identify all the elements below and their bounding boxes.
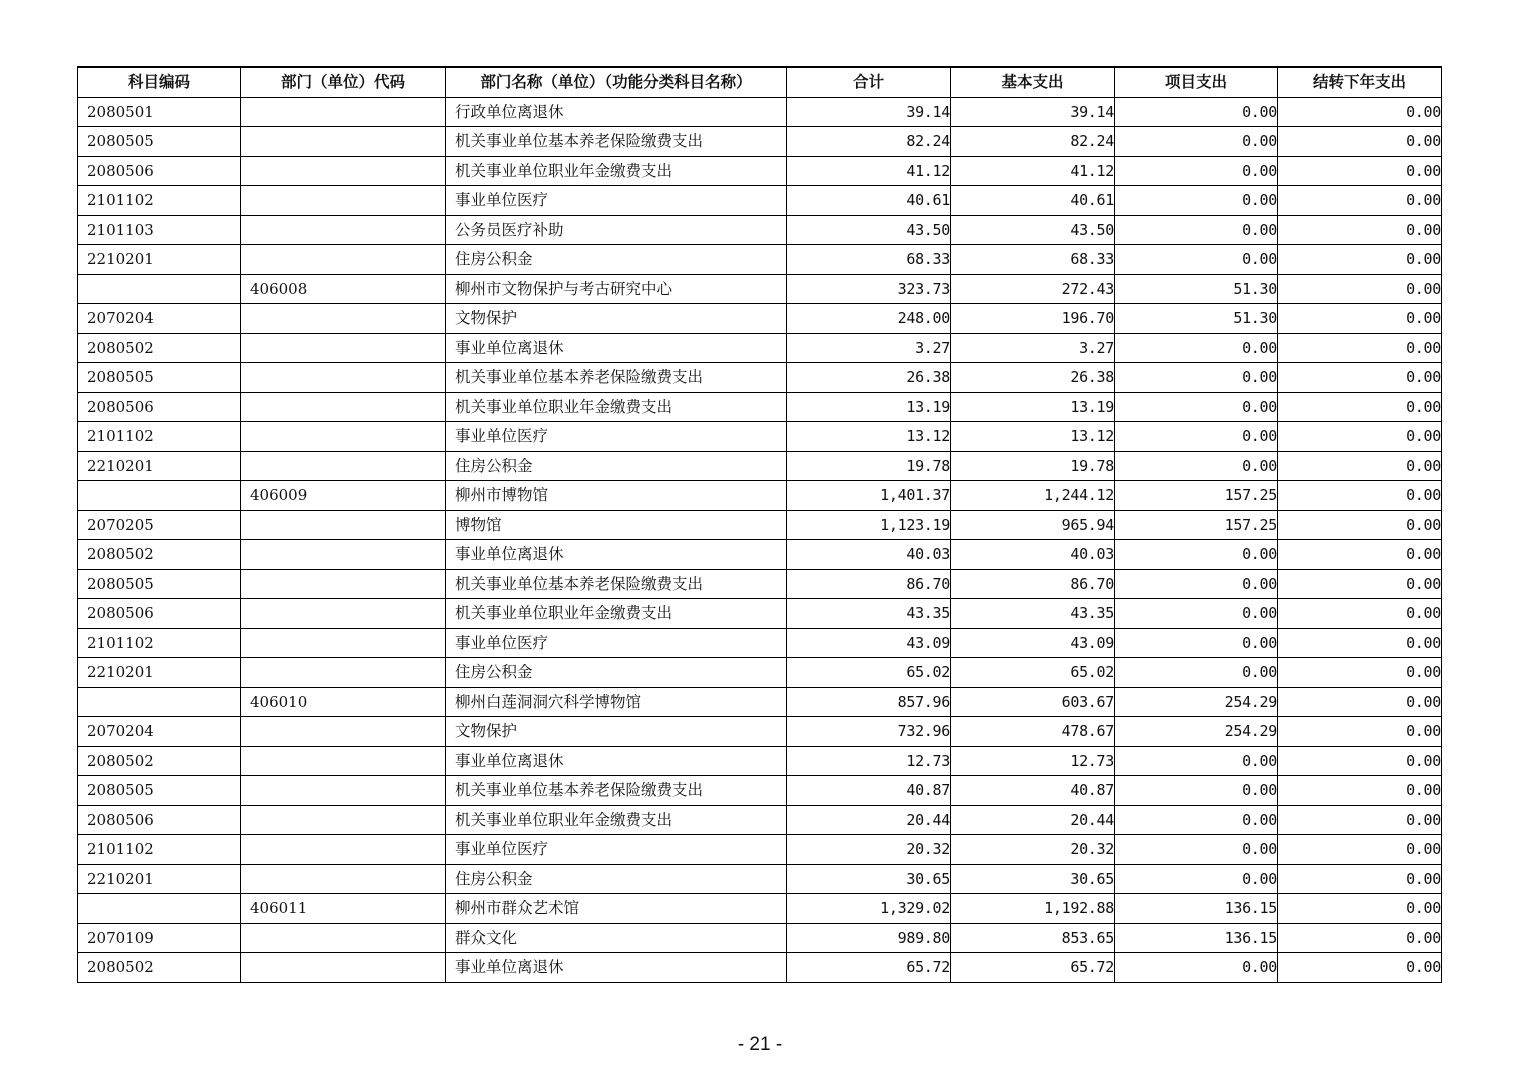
- cell-basic-expense: 13.12: [951, 422, 1115, 452]
- cell-basic-expense: 65.72: [951, 953, 1115, 983]
- table-row: [78, 97, 1442, 127]
- cell-project-expense: 0.00: [1115, 186, 1278, 216]
- cell-carryover-expense: 0.00: [1278, 304, 1442, 334]
- header-project-expense: 项目支出: [1115, 67, 1278, 97]
- table-row: [78, 717, 1442, 747]
- cell-dept-name: 柳州市博物馆: [446, 481, 787, 511]
- cell-subject-code: 2210201: [78, 245, 241, 275]
- cell-carryover-expense: 0.00: [1278, 894, 1442, 924]
- cell-basic-expense: 65.02: [951, 658, 1115, 688]
- page-number: - 21 -: [737, 1034, 783, 1055]
- cell-basic-expense: 40.61: [951, 186, 1115, 216]
- cell-dept-code: [241, 628, 446, 658]
- cell-project-expense: 254.29: [1115, 717, 1278, 747]
- cell-total: 20.32: [787, 835, 951, 865]
- cell-subject-code: 2080506: [78, 805, 241, 835]
- cell-carryover-expense: 0.00: [1278, 540, 1442, 570]
- cell-total: 86.70: [787, 569, 951, 599]
- cell-carryover-expense: 0.00: [1278, 864, 1442, 894]
- cell-dept-name: 事业单位离退休: [446, 333, 787, 363]
- cell-total: 248.00: [787, 304, 951, 334]
- cell-total: 732.96: [787, 717, 951, 747]
- cell-dept-name: 事业单位医疗: [446, 186, 787, 216]
- table-row: [78, 953, 1442, 983]
- cell-project-expense: 0.00: [1115, 97, 1278, 127]
- table-row: [78, 599, 1442, 629]
- cell-dept-name: 行政单位离退休: [446, 97, 787, 127]
- cell-dept-name: 公务员医疗补助: [446, 215, 787, 245]
- cell-dept-code: [241, 599, 446, 629]
- cell-subject-code: 2101103: [78, 215, 241, 245]
- header-basic-expense: 基本支出: [951, 67, 1115, 97]
- cell-total: 39.14: [787, 97, 951, 127]
- cell-total: 20.44: [787, 805, 951, 835]
- cell-carryover-expense: 0.00: [1278, 687, 1442, 717]
- cell-basic-expense: 41.12: [951, 156, 1115, 186]
- cell-basic-expense: 853.65: [951, 923, 1115, 953]
- cell-project-expense: 0.00: [1115, 658, 1278, 688]
- budget-table: [77, 66, 1442, 983]
- cell-basic-expense: 39.14: [951, 97, 1115, 127]
- cell-project-expense: 136.15: [1115, 923, 1278, 953]
- cell-dept-code: [241, 805, 446, 835]
- cell-project-expense: 0.00: [1115, 422, 1278, 452]
- table-body: [78, 97, 1442, 982]
- header-carryover-expense: 结转下年支出: [1278, 67, 1442, 97]
- cell-dept-code: [241, 776, 446, 806]
- cell-subject-code: 2080502: [78, 333, 241, 363]
- cell-dept-name: 事业单位医疗: [446, 422, 787, 452]
- cell-dept-code: [241, 363, 446, 393]
- cell-subject-code: 2101102: [78, 835, 241, 865]
- cell-dept-name: 博物馆: [446, 510, 787, 540]
- cell-carryover-expense: 0.00: [1278, 628, 1442, 658]
- cell-project-expense: 157.25: [1115, 481, 1278, 511]
- cell-carryover-expense: 0.00: [1278, 481, 1442, 511]
- table-row: [78, 658, 1442, 688]
- cell-basic-expense: 30.65: [951, 864, 1115, 894]
- cell-project-expense: 0.00: [1115, 245, 1278, 275]
- cell-total: 19.78: [787, 451, 951, 481]
- cell-carryover-expense: 0.00: [1278, 717, 1442, 747]
- cell-basic-expense: 43.09: [951, 628, 1115, 658]
- cell-subject-code: 2210201: [78, 451, 241, 481]
- cell-carryover-expense: 0.00: [1278, 658, 1442, 688]
- cell-dept-code: [241, 658, 446, 688]
- header-subject-code: 科目编码: [78, 67, 241, 97]
- cell-project-expense: 0.00: [1115, 835, 1278, 865]
- cell-carryover-expense: 0.00: [1278, 186, 1442, 216]
- table-row: [78, 186, 1442, 216]
- table-row: [78, 746, 1442, 776]
- cell-project-expense: 157.25: [1115, 510, 1278, 540]
- cell-dept-code: 406010: [241, 687, 446, 717]
- cell-total: 41.12: [787, 156, 951, 186]
- table-header-row: [78, 67, 1442, 97]
- cell-subject-code: 2080506: [78, 392, 241, 422]
- cell-carryover-expense: 0.00: [1278, 805, 1442, 835]
- cell-subject-code: 2101102: [78, 628, 241, 658]
- cell-carryover-expense: 0.00: [1278, 776, 1442, 806]
- cell-subject-code: 2080505: [78, 127, 241, 157]
- cell-subject-code: 2080502: [78, 953, 241, 983]
- cell-project-expense: 136.15: [1115, 894, 1278, 924]
- cell-basic-expense: 272.43: [951, 274, 1115, 304]
- cell-carryover-expense: 0.00: [1278, 569, 1442, 599]
- cell-basic-expense: 40.03: [951, 540, 1115, 570]
- cell-basic-expense: 40.87: [951, 776, 1115, 806]
- cell-project-expense: 0.00: [1115, 805, 1278, 835]
- cell-basic-expense: 1,244.12: [951, 481, 1115, 511]
- cell-project-expense: 0.00: [1115, 746, 1278, 776]
- cell-dept-code: 406009: [241, 481, 446, 511]
- cell-dept-name: 事业单位离退休: [446, 540, 787, 570]
- cell-dept-code: [241, 97, 446, 127]
- cell-carryover-expense: 0.00: [1278, 835, 1442, 865]
- cell-dept-name: 柳州市文物保护与考古研究中心: [446, 274, 787, 304]
- cell-dept-code: [241, 953, 446, 983]
- cell-project-expense: 0.00: [1115, 864, 1278, 894]
- cell-dept-name: 文物保护: [446, 304, 787, 334]
- table-row: [78, 805, 1442, 835]
- cell-carryover-expense: 0.00: [1278, 451, 1442, 481]
- cell-project-expense: 51.30: [1115, 274, 1278, 304]
- cell-dept-name: 机关事业单位职业年金缴费支出: [446, 599, 787, 629]
- cell-carryover-expense: 0.00: [1278, 127, 1442, 157]
- cell-total: 12.73: [787, 746, 951, 776]
- cell-dept-name: 事业单位离退休: [446, 746, 787, 776]
- cell-carryover-expense: 0.00: [1278, 510, 1442, 540]
- cell-project-expense: 0.00: [1115, 599, 1278, 629]
- table-row: [78, 864, 1442, 894]
- cell-dept-name: 群众文化: [446, 923, 787, 953]
- cell-basic-expense: 26.38: [951, 363, 1115, 393]
- cell-basic-expense: 196.70: [951, 304, 1115, 334]
- cell-total: 3.27: [787, 333, 951, 363]
- cell-basic-expense: 20.32: [951, 835, 1115, 865]
- table-row: [78, 333, 1442, 363]
- cell-total: 65.02: [787, 658, 951, 688]
- cell-dept-name: 住房公积金: [446, 658, 787, 688]
- cell-subject-code: 2070204: [78, 717, 241, 747]
- cell-dept-code: 406008: [241, 274, 446, 304]
- cell-project-expense: 0.00: [1115, 953, 1278, 983]
- cell-project-expense: 0.00: [1115, 127, 1278, 157]
- cell-project-expense: 0.00: [1115, 776, 1278, 806]
- cell-subject-code: 2080505: [78, 363, 241, 393]
- cell-total: 1,401.37: [787, 481, 951, 511]
- cell-total: 989.80: [787, 923, 951, 953]
- cell-dept-name: 机关事业单位基本养老保险缴费支出: [446, 569, 787, 599]
- cell-dept-code: 406011: [241, 894, 446, 924]
- cell-dept-name: 机关事业单位基本养老保险缴费支出: [446, 127, 787, 157]
- cell-subject-code: 2080501: [78, 97, 241, 127]
- cell-dept-name: 住房公积金: [446, 864, 787, 894]
- cell-total: 1,123.19: [787, 510, 951, 540]
- table-row: [78, 451, 1442, 481]
- cell-basic-expense: 82.24: [951, 127, 1115, 157]
- cell-dept-name: 住房公积金: [446, 451, 787, 481]
- cell-dept-code: [241, 215, 446, 245]
- cell-dept-code: [241, 746, 446, 776]
- table-row: [78, 245, 1442, 275]
- cell-dept-name: 事业单位医疗: [446, 628, 787, 658]
- table-row: [78, 363, 1442, 393]
- cell-total: 323.73: [787, 274, 951, 304]
- cell-carryover-expense: 0.00: [1278, 953, 1442, 983]
- cell-total: 65.72: [787, 953, 951, 983]
- cell-dept-name: 机关事业单位职业年金缴费支出: [446, 156, 787, 186]
- cell-dept-name: 机关事业单位职业年金缴费支出: [446, 805, 787, 835]
- cell-carryover-expense: 0.00: [1278, 746, 1442, 776]
- cell-subject-code: 2080502: [78, 746, 241, 776]
- cell-project-expense: 0.00: [1115, 628, 1278, 658]
- cell-subject-code: 2080502: [78, 540, 241, 570]
- cell-dept-code: [241, 127, 446, 157]
- cell-dept-code: [241, 540, 446, 570]
- cell-total: 43.09: [787, 628, 951, 658]
- cell-basic-expense: 43.35: [951, 599, 1115, 629]
- cell-subject-code: 2070205: [78, 510, 241, 540]
- cell-project-expense: 0.00: [1115, 540, 1278, 570]
- header-dept-name: 部门名称（单位）（功能分类科目名称）: [446, 67, 787, 97]
- cell-subject-code: 2080505: [78, 776, 241, 806]
- table-row: [78, 835, 1442, 865]
- table-row: [78, 776, 1442, 806]
- cell-carryover-expense: 0.00: [1278, 245, 1442, 275]
- cell-total: 40.61: [787, 186, 951, 216]
- table-row: [78, 215, 1442, 245]
- cell-basic-expense: 603.67: [951, 687, 1115, 717]
- cell-dept-name: 柳州市群众艺术馆: [446, 894, 787, 924]
- header-total: 合计: [787, 67, 951, 97]
- cell-carryover-expense: 0.00: [1278, 392, 1442, 422]
- cell-carryover-expense: 0.00: [1278, 923, 1442, 953]
- cell-dept-code: [241, 422, 446, 452]
- cell-project-expense: 0.00: [1115, 333, 1278, 363]
- cell-dept-name: 事业单位医疗: [446, 835, 787, 865]
- cell-dept-name: 文物保护: [446, 717, 787, 747]
- cell-basic-expense: 12.73: [951, 746, 1115, 776]
- cell-dept-name: 柳州白莲洞洞穴科学博物馆: [446, 687, 787, 717]
- cell-subject-code: 2101102: [78, 186, 241, 216]
- cell-project-expense: 0.00: [1115, 569, 1278, 599]
- cell-subject-code: [78, 687, 241, 717]
- cell-dept-code: [241, 156, 446, 186]
- cell-project-expense: 0.00: [1115, 363, 1278, 393]
- cell-carryover-expense: 0.00: [1278, 215, 1442, 245]
- cell-basic-expense: 43.50: [951, 215, 1115, 245]
- cell-subject-code: 2210201: [78, 658, 241, 688]
- cell-carryover-expense: 0.00: [1278, 333, 1442, 363]
- cell-project-expense: 0.00: [1115, 451, 1278, 481]
- cell-carryover-expense: 0.00: [1278, 156, 1442, 186]
- table-row: [78, 156, 1442, 186]
- cell-carryover-expense: 0.00: [1278, 274, 1442, 304]
- cell-basic-expense: 68.33: [951, 245, 1115, 275]
- cell-dept-name: 机关事业单位基本养老保险缴费支出: [446, 363, 787, 393]
- cell-total: 68.33: [787, 245, 951, 275]
- cell-subject-code: 2080505: [78, 569, 241, 599]
- cell-dept-code: [241, 392, 446, 422]
- cell-subject-code: [78, 894, 241, 924]
- cell-basic-expense: 3.27: [951, 333, 1115, 363]
- cell-project-expense: 51.30: [1115, 304, 1278, 334]
- cell-carryover-expense: 0.00: [1278, 422, 1442, 452]
- cell-project-expense: 0.00: [1115, 156, 1278, 186]
- table-row: [78, 481, 1442, 511]
- cell-basic-expense: 86.70: [951, 569, 1115, 599]
- cell-total: 1,329.02: [787, 894, 951, 924]
- table-row: [78, 628, 1442, 658]
- cell-project-expense: 0.00: [1115, 215, 1278, 245]
- cell-total: 26.38: [787, 363, 951, 393]
- table-row: [78, 304, 1442, 334]
- cell-total: 13.12: [787, 422, 951, 452]
- cell-basic-expense: 478.67: [951, 717, 1115, 747]
- cell-dept-name: 事业单位离退休: [446, 953, 787, 983]
- cell-basic-expense: 965.94: [951, 510, 1115, 540]
- cell-dept-code: [241, 186, 446, 216]
- cell-total: 857.96: [787, 687, 951, 717]
- table-row: [78, 510, 1442, 540]
- cell-dept-name: 住房公积金: [446, 245, 787, 275]
- cell-dept-code: [241, 717, 446, 747]
- cell-subject-code: 2070109: [78, 923, 241, 953]
- cell-carryover-expense: 0.00: [1278, 97, 1442, 127]
- table-row: [78, 422, 1442, 452]
- header-dept-code: 部门（单位）代码: [241, 67, 446, 97]
- table-row: [78, 894, 1442, 924]
- table-row: [78, 392, 1442, 422]
- table-row: [78, 540, 1442, 570]
- table-row: [78, 569, 1442, 599]
- cell-dept-code: [241, 569, 446, 599]
- cell-subject-code: [78, 274, 241, 304]
- table-row: [78, 687, 1442, 717]
- cell-dept-code: [241, 835, 446, 865]
- cell-total: 40.03: [787, 540, 951, 570]
- cell-basic-expense: 1,192.88: [951, 894, 1115, 924]
- cell-dept-name: 机关事业单位基本养老保险缴费支出: [446, 776, 787, 806]
- cell-dept-code: [241, 304, 446, 334]
- cell-basic-expense: 13.19: [951, 392, 1115, 422]
- cell-total: 43.35: [787, 599, 951, 629]
- cell-dept-code: [241, 451, 446, 481]
- cell-total: 82.24: [787, 127, 951, 157]
- cell-carryover-expense: 0.00: [1278, 599, 1442, 629]
- cell-dept-code: [241, 245, 446, 275]
- cell-basic-expense: 19.78: [951, 451, 1115, 481]
- cell-carryover-expense: 0.00: [1278, 363, 1442, 393]
- cell-project-expense: 0.00: [1115, 392, 1278, 422]
- cell-dept-code: [241, 510, 446, 540]
- cell-subject-code: 2080506: [78, 599, 241, 629]
- cell-basic-expense: 20.44: [951, 805, 1115, 835]
- cell-project-expense: 254.29: [1115, 687, 1278, 717]
- cell-subject-code: [78, 481, 241, 511]
- cell-dept-code: [241, 333, 446, 363]
- cell-subject-code: 2070204: [78, 304, 241, 334]
- table-row: [78, 127, 1442, 157]
- cell-subject-code: 2101102: [78, 422, 241, 452]
- cell-dept-code: [241, 864, 446, 894]
- table-row: [78, 923, 1442, 953]
- cell-total: 40.87: [787, 776, 951, 806]
- table-row: [78, 274, 1442, 304]
- cell-subject-code: 2080506: [78, 156, 241, 186]
- cell-total: 30.65: [787, 864, 951, 894]
- cell-total: 43.50: [787, 215, 951, 245]
- cell-dept-code: [241, 923, 446, 953]
- cell-dept-name: 机关事业单位职业年金缴费支出: [446, 392, 787, 422]
- cell-total: 13.19: [787, 392, 951, 422]
- cell-subject-code: 2210201: [78, 864, 241, 894]
